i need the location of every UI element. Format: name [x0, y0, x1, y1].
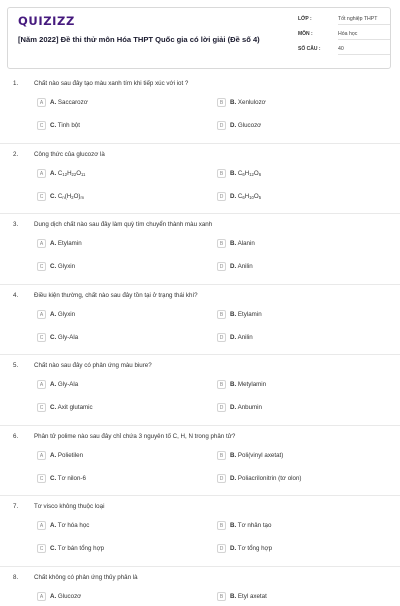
- answer-option-a[interactable]: [37, 310, 213, 324]
- option-label: D.: [230, 192, 237, 200]
- answer-option-b[interactable]: [217, 98, 393, 112]
- option-letter-box: B: [217, 521, 226, 530]
- option-text: [50, 545, 104, 552]
- option-text: [230, 99, 266, 106]
- question-divider: [0, 566, 400, 567]
- answer-option-a[interactable]: [37, 521, 213, 535]
- option-text: [50, 263, 75, 270]
- option-letter-box: A: [37, 239, 46, 248]
- option-label: B.: [230, 522, 237, 529]
- option-value: Etylamin: [237, 310, 262, 318]
- option-label: C.: [50, 474, 57, 482]
- meta-info: [298, 15, 388, 60]
- option-text: [50, 193, 84, 200]
- answer-option-c[interactable]: [37, 192, 213, 206]
- option-label: A.: [50, 99, 57, 106]
- question-divider: [0, 354, 400, 355]
- answer-option-d[interactable]: [217, 192, 393, 206]
- option-text: [230, 475, 301, 482]
- option-value: Tơ tổng hợp: [237, 545, 273, 552]
- answer-option-d[interactable]: [217, 544, 393, 558]
- meta-row-question-count: [298, 45, 388, 60]
- option-label: A.: [50, 381, 57, 388]
- option-value: Glucozơ: [237, 122, 262, 129]
- option-text: [50, 99, 88, 106]
- question-text: Tơ visco không thuộc loại: [34, 503, 105, 510]
- option-letter-box: B: [217, 169, 226, 178]
- option-label: A.: [50, 522, 57, 529]
- option-value: Glyxin: [57, 310, 76, 318]
- option-value: Glucozơ: [57, 592, 82, 600]
- question-text: Chất không có phản ứng thủy phân là: [34, 573, 138, 581]
- option-letter-box: B: [217, 380, 226, 389]
- answer-option-a[interactable]: [37, 239, 213, 253]
- answer-option-b[interactable]: [217, 380, 393, 394]
- meta-label: LỚP :: [298, 16, 312, 22]
- option-text: [230, 381, 266, 388]
- option-text: [230, 522, 271, 529]
- option-text: [230, 311, 262, 318]
- option-letter-box: D: [217, 192, 226, 201]
- option-letter-box: C: [37, 403, 46, 412]
- question-divider: [0, 495, 400, 496]
- option-label: D.: [230, 122, 237, 129]
- option-value: Metylamin: [237, 381, 267, 388]
- answer-option-d[interactable]: [217, 403, 393, 417]
- option-label: A.: [50, 240, 57, 247]
- answer-option-c[interactable]: [37, 121, 213, 135]
- option-label: C.: [50, 192, 57, 200]
- question-divider: [0, 425, 400, 426]
- question-number: 5.: [13, 362, 19, 369]
- option-letter-box: A: [37, 98, 46, 107]
- option-letter-box: B: [217, 239, 226, 248]
- option-value: Glyxin: [57, 263, 76, 270]
- question-text: Phân tử polime nào sau đây chỉ chứa 3 nguyên tố C, H, N trong phân tử?: [34, 432, 236, 440]
- option-text: [230, 452, 283, 459]
- answer-option-a[interactable]: [37, 451, 213, 465]
- option-letter-box: C: [37, 192, 46, 201]
- option-value: Anilin: [237, 263, 253, 270]
- answer-option-a[interactable]: [37, 169, 213, 183]
- option-text: [230, 334, 253, 341]
- quizizz-logo: QUIZIZZ: [18, 14, 75, 28]
- option-label: A.: [50, 310, 57, 318]
- option-letter-box: D: [217, 544, 226, 553]
- option-letter-box: B: [217, 310, 226, 319]
- option-letter-box: A: [37, 521, 46, 530]
- option-text: [50, 334, 78, 341]
- option-text: [230, 193, 261, 200]
- question-number: 8.: [13, 573, 19, 581]
- option-value: Xenlulozơ: [237, 99, 266, 106]
- meta-label: MÔN :: [298, 31, 313, 37]
- option-value: Poliacrilonitrin (tơ olon): [237, 474, 302, 482]
- option-label: A.: [50, 592, 57, 600]
- option-value: $C_6H_{12}O_6$: [237, 169, 262, 177]
- answer-option-a[interactable]: [37, 98, 213, 112]
- answer-option-c[interactable]: [37, 544, 213, 558]
- option-text: [50, 404, 93, 411]
- option-value: Alanin: [237, 240, 255, 247]
- option-value: $C_n(H_2O)_m$: [57, 192, 84, 200]
- question-number: 1.: [13, 80, 19, 87]
- answer-option-d[interactable]: [217, 262, 393, 276]
- option-letter-box: A: [37, 380, 46, 389]
- option-letter-box: A: [37, 592, 46, 601]
- answer-option-b[interactable]: [217, 310, 393, 324]
- option-text: [230, 404, 262, 411]
- answer-option-d[interactable]: [217, 333, 393, 347]
- option-label: B.: [230, 592, 237, 600]
- option-letter-box: C: [37, 262, 46, 271]
- option-letter-box: D: [217, 403, 226, 412]
- answer-option-c[interactable]: [37, 262, 213, 276]
- quiz-title: [Năm 2022] Đề thi thử môn Hóa THPT Quốc gia có lời giải (Đề số 4): [18, 35, 260, 44]
- option-text: [50, 240, 82, 247]
- answer-option-c[interactable]: [37, 403, 213, 417]
- option-value: Poli(vinyl axetat): [237, 451, 284, 459]
- answer-option-a[interactable]: [37, 380, 213, 394]
- answer-option-b[interactable]: [217, 451, 393, 465]
- option-text: [230, 170, 261, 177]
- option-label: B.: [230, 99, 237, 106]
- option-letter-box: A: [37, 169, 46, 178]
- question-text: Chất nào sau đây tạo màu xanh tím khi tiếp xúc với iot ?: [34, 80, 189, 87]
- question-number: 3.: [13, 221, 19, 228]
- option-value: Saccarozơ: [57, 99, 88, 106]
- option-text: [230, 545, 272, 552]
- option-label: A.: [50, 169, 57, 177]
- option-label: D.: [230, 474, 237, 482]
- option-letter-box: C: [37, 121, 46, 130]
- meta-value: Hóa học: [338, 31, 390, 40]
- option-value: $C_{12}H_{22}O_{11}$: [57, 169, 86, 177]
- option-value: Tơ nhân tạo: [237, 522, 272, 529]
- option-text: [50, 593, 81, 600]
- option-value: Gly-Ala: [57, 333, 79, 341]
- option-label: D.: [230, 404, 237, 411]
- option-text: [50, 170, 85, 177]
- answer-option-b[interactable]: [217, 521, 393, 535]
- option-value: Tinh bột: [57, 122, 80, 129]
- answer-option-a[interactable]: [37, 592, 213, 606]
- option-label: D.: [230, 263, 237, 270]
- answer-option-c[interactable]: [37, 474, 213, 488]
- option-text: [230, 263, 253, 270]
- option-label: B.: [230, 240, 237, 247]
- option-letter-box: C: [37, 333, 46, 342]
- option-text: [50, 381, 78, 388]
- option-label: C.: [50, 263, 57, 270]
- option-letter-box: D: [217, 474, 226, 483]
- option-value: Axit glutamic: [57, 404, 93, 411]
- option-label: B.: [230, 169, 237, 177]
- option-text: [230, 122, 261, 129]
- question-number: 7.: [13, 503, 19, 510]
- option-text: [50, 122, 80, 129]
- option-letter-box: C: [37, 474, 46, 483]
- question-divider: [0, 284, 400, 285]
- option-label: D.: [230, 545, 237, 552]
- option-label: B.: [230, 310, 237, 318]
- option-value: Tơ nilon-6: [57, 474, 86, 482]
- option-letter-box: B: [217, 451, 226, 460]
- question-text: Dung dịch chất nào sau đây làm quỳ tím chuyển thành màu xanh: [34, 221, 213, 228]
- option-letter-box: B: [217, 98, 226, 107]
- option-label: D.: [230, 333, 237, 341]
- option-label: A.: [50, 451, 57, 459]
- meta-row-class: [298, 15, 388, 30]
- option-value: $C_6H_{10}O_5$: [237, 192, 262, 200]
- option-value: Etylamin: [57, 240, 82, 247]
- option-letter-box: D: [217, 121, 226, 130]
- meta-value: 40: [338, 46, 390, 55]
- option-letter-box: D: [217, 333, 226, 342]
- option-label: C.: [50, 333, 57, 341]
- answer-option-b[interactable]: [217, 239, 393, 253]
- option-value: Anilin: [237, 333, 253, 341]
- answer-option-d[interactable]: [217, 121, 393, 135]
- meta-label: SỐ CÂU :: [298, 46, 321, 52]
- option-value: Tơ hóa học: [57, 522, 90, 529]
- question-text: Chất nào sau đây có phản ứng màu biure?: [34, 362, 152, 369]
- option-label: C.: [50, 122, 57, 129]
- question-number: 6.: [13, 432, 19, 440]
- option-text: [230, 593, 267, 600]
- question-text: Điều kiện thường, chất nào sau đây tồn tại ở trạng thái khí?: [34, 291, 198, 299]
- option-label: C.: [50, 545, 57, 552]
- option-label: B.: [230, 451, 237, 459]
- option-value: Anbumin: [237, 404, 262, 411]
- question-divider: [0, 143, 400, 144]
- question-number: 2.: [13, 150, 19, 158]
- meta-value: Tốt nghiệp THPT: [338, 16, 390, 25]
- option-text: [230, 240, 255, 247]
- answer-option-c[interactable]: [37, 333, 213, 347]
- option-letter-box: D: [217, 262, 226, 271]
- option-label: B.: [230, 381, 237, 388]
- answer-option-b[interactable]: [217, 169, 393, 183]
- option-letter-box: A: [37, 451, 46, 460]
- option-text: [50, 475, 86, 482]
- option-text: [50, 452, 83, 459]
- option-label: C.: [50, 404, 57, 411]
- option-text: [50, 522, 89, 529]
- option-letter-box: B: [217, 592, 226, 601]
- option-value: Polietilen: [57, 451, 84, 459]
- question-divider: [0, 213, 400, 214]
- question-text: Công thức của glucozơ là: [34, 150, 105, 158]
- meta-row-subject: [298, 30, 388, 45]
- option-value: Gly-Ala: [57, 381, 79, 388]
- question-number: 4.: [13, 291, 19, 299]
- option-text: [50, 311, 75, 318]
- option-value: Tơ bán tổng hợp: [57, 545, 105, 552]
- answer-option-b[interactable]: [217, 592, 393, 606]
- option-letter-box: C: [37, 544, 46, 553]
- answer-option-d[interactable]: [217, 474, 393, 488]
- option-value: Etyl axetat: [237, 592, 267, 600]
- worksheet-header: [7, 7, 391, 69]
- option-letter-box: A: [37, 310, 46, 319]
